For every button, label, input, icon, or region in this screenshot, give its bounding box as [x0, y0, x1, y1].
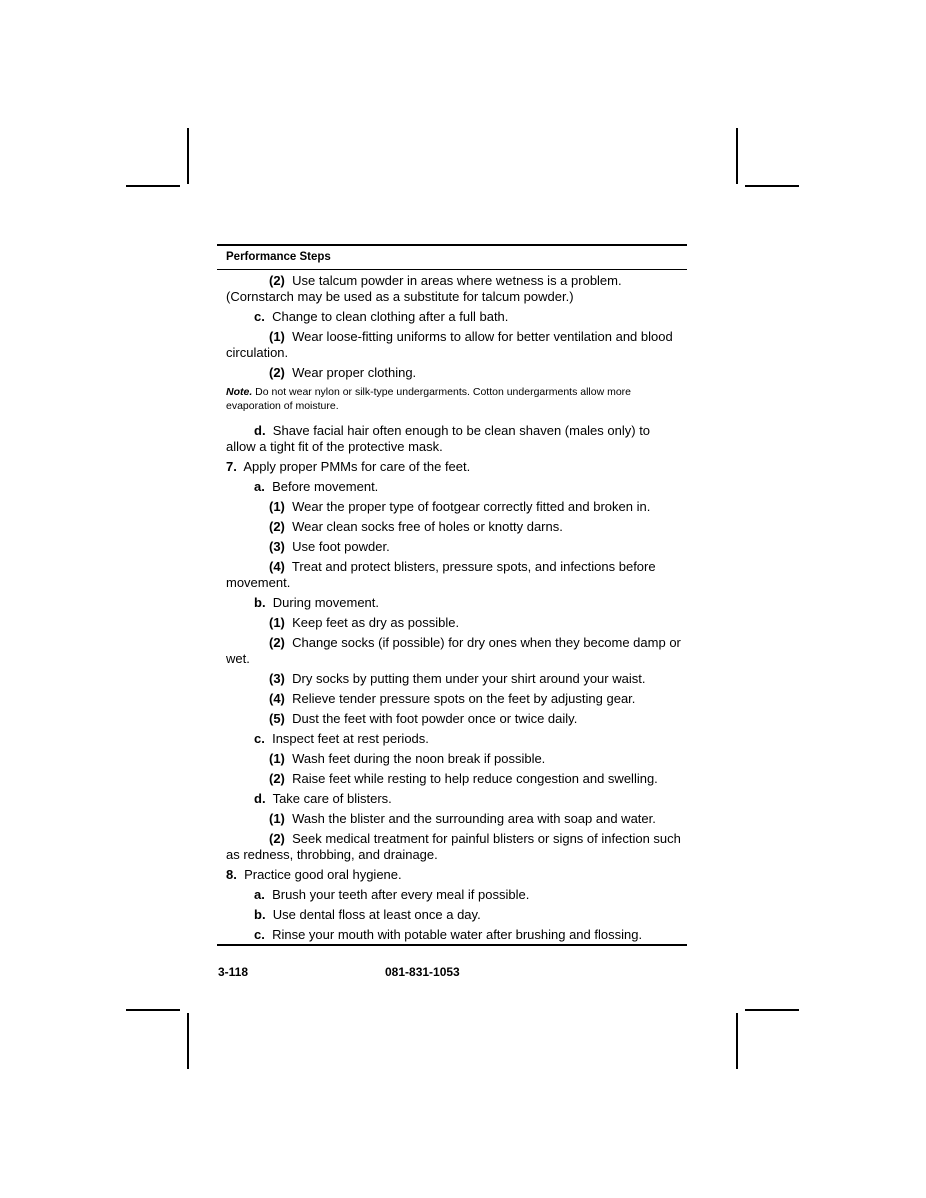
step-text: Wear clean socks free of holes or knotty darns.	[292, 519, 563, 534]
step-number: a.	[254, 887, 265, 902]
step-item-level-3	[226, 559, 681, 591]
step-number: (2)	[269, 831, 285, 846]
step-item-level-3	[226, 811, 681, 827]
step-number: b.	[254, 907, 266, 922]
crop-mark-bottom-right-horizontal	[745, 1009, 799, 1011]
step-item-level-2	[226, 791, 681, 807]
step-item-level-3	[226, 365, 681, 381]
step-item-level-3	[226, 711, 681, 727]
step-text: Use talcum powder in areas where wetness is a problem. (Cornstarch may be used as a substitute for talcum powder.)	[226, 273, 622, 304]
step-number: (2)	[269, 771, 285, 786]
step-number: (1)	[269, 811, 285, 826]
crop-mark-top-left-horizontal	[126, 185, 180, 187]
page-number: 3-118	[218, 965, 249, 979]
step-text: Dust the feet with foot powder once or twice daily.	[292, 711, 578, 726]
step-text: Raise feet while resting to help reduce congestion and swelling.	[292, 771, 658, 786]
step-number: (4)	[269, 559, 285, 574]
step-number: c.	[254, 309, 265, 324]
step-item-level-3	[226, 329, 681, 361]
step-text: Take care of blisters.	[272, 791, 392, 806]
step-text: Wear the proper type of footgear correctly fitted and broken in.	[292, 499, 651, 514]
step-number: (1)	[269, 499, 285, 514]
step-number: (1)	[269, 615, 285, 630]
step-item-level-3	[226, 615, 681, 631]
crop-mark-bottom-left-vertical	[187, 1013, 189, 1069]
step-text: Keep feet as dry as possible.	[292, 615, 460, 630]
step-item-level-3	[226, 771, 681, 787]
step-text: Use dental floss at least once a day.	[272, 907, 481, 922]
step-text: Change to clean clothing after a full bath.	[272, 309, 509, 324]
step-item-level-1	[226, 459, 681, 475]
crop-mark-bottom-left-horizontal	[126, 1009, 180, 1011]
step-number: d.	[254, 791, 266, 806]
step-text: Wash feet during the noon break if possible.	[292, 751, 546, 766]
step-text: Use foot powder.	[292, 539, 390, 554]
step-item-level-3	[226, 831, 681, 863]
step-item-level-3	[226, 635, 681, 667]
step-item-level-2	[226, 731, 681, 747]
note-text: Do not wear nylon or silk-type undergarments. Cotton undergarments allow more evaporation of moisture.	[226, 386, 632, 412]
step-number: (2)	[269, 365, 285, 380]
step-number: (2)	[269, 519, 285, 534]
note-paragraph	[226, 385, 681, 413]
step-item-level-3	[226, 691, 681, 707]
step-item-level-3	[226, 519, 681, 535]
step-number: (2)	[269, 635, 285, 650]
step-item-level-3	[226, 751, 681, 767]
header-bottom-rule	[217, 269, 687, 270]
step-text: Before movement.	[272, 479, 379, 494]
step-text: Change socks (if possible) for dry ones when they become damp or wet.	[226, 635, 681, 666]
step-text: Practice good oral hygiene.	[244, 867, 402, 882]
step-item-level-2	[226, 927, 681, 943]
step-number: d.	[254, 423, 266, 438]
step-text: Wear loose-fitting uniforms to allow for better ventilation and blood circulation.	[226, 329, 673, 360]
step-text: Brush your teeth after every meal if possible.	[272, 887, 530, 902]
step-text: Seek medical treatment for painful blisters or signs of infection such as redness, throbbing, and drainage.	[226, 831, 681, 862]
header-top-rule	[217, 244, 687, 246]
performance-steps-content	[226, 273, 681, 947]
crop-mark-top-right-vertical	[736, 128, 738, 184]
step-item-level-2	[226, 479, 681, 495]
note-label: Note.	[226, 386, 253, 398]
step-item-level-3	[226, 671, 681, 687]
step-text: Treat and protect blisters, pressure spots, and infections before movement.	[226, 559, 656, 590]
crop-mark-top-left-vertical	[187, 128, 189, 184]
step-text: Wear proper clothing.	[292, 365, 417, 380]
step-item-level-3	[226, 499, 681, 515]
step-number: (3)	[269, 539, 285, 554]
step-number: (4)	[269, 691, 285, 706]
step-number: 7.	[226, 459, 237, 474]
section-header-title: Performance Steps	[226, 251, 331, 263]
step-item-level-2	[226, 595, 681, 611]
step-item-level-3	[226, 273, 681, 305]
step-text: During movement.	[272, 595, 380, 610]
step-text: Wash the blister and the surrounding area with soap and water.	[292, 811, 656, 826]
step-item-level-2	[226, 309, 681, 325]
step-number: b.	[254, 595, 266, 610]
step-text: Dry socks by putting them under your shirt around your waist.	[292, 671, 646, 686]
step-item-level-3	[226, 539, 681, 555]
step-number: c.	[254, 731, 265, 746]
step-item-level-2	[226, 907, 681, 923]
step-number: (2)	[269, 273, 285, 288]
step-item-level-2	[226, 887, 681, 903]
step-number: (5)	[269, 711, 285, 726]
crop-mark-top-right-horizontal	[745, 185, 799, 187]
step-item-level-1	[226, 867, 681, 883]
step-number: (3)	[269, 671, 285, 686]
step-number: c.	[254, 927, 265, 942]
step-number: (1)	[269, 329, 285, 344]
crop-mark-bottom-right-vertical	[736, 1013, 738, 1069]
step-text: Inspect feet at rest periods.	[272, 731, 429, 746]
step-text: Rinse your mouth with potable water after brushing and flossing.	[272, 927, 643, 942]
step-number: a.	[254, 479, 265, 494]
step-text: Relieve tender pressure spots on the feet by adjusting gear.	[292, 691, 636, 706]
document-number: 081-831-1053	[385, 965, 460, 979]
footer-rule	[217, 944, 687, 946]
step-text: Shave facial hair often enough to be clean shaven (males only) to allow a tight fit of the protective mask.	[226, 423, 651, 454]
step-text: Apply proper PMMs for care of the feet.	[243, 459, 471, 474]
step-item-level-2	[226, 423, 681, 455]
step-number: (1)	[269, 751, 285, 766]
step-number: 8.	[226, 867, 237, 882]
